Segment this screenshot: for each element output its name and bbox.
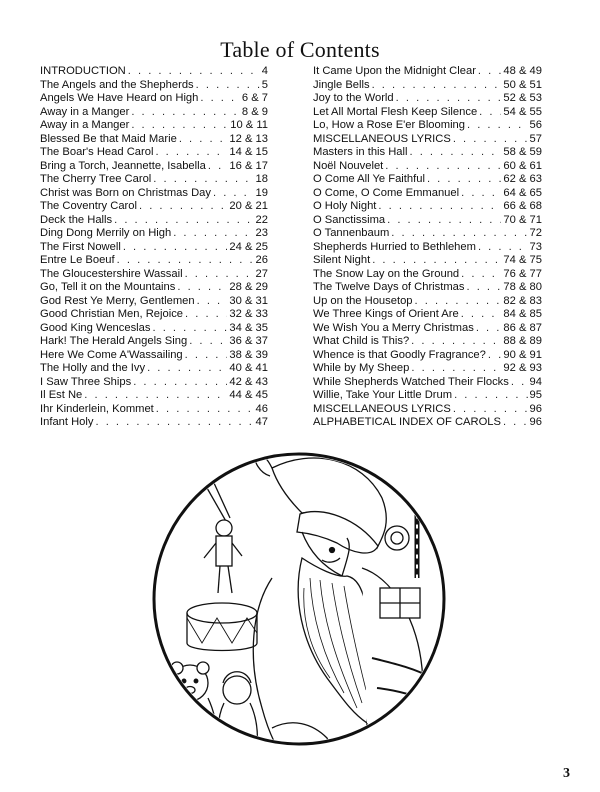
toc-entry-title: Willie, Take Your Little Drum (313, 389, 453, 401)
toc-entry-title: While by My Sheep (313, 362, 410, 374)
toc-leader-dots (128, 65, 260, 79)
toc-leader-dots (454, 389, 527, 403)
page-number: 3 (563, 766, 570, 781)
toc-leader-dots (208, 160, 228, 174)
toc-entry-page: 62 & 63 (503, 173, 542, 185)
toc-entry-page: 54 & 55 (503, 105, 542, 118)
toc-entry (313, 335, 542, 349)
toc-entry-title: It Came Upon the Midnight Clear (313, 65, 476, 77)
toc-entry-page: 96 (529, 416, 542, 428)
toc-leader-dots (461, 187, 501, 201)
toc-leader-dots (189, 335, 227, 349)
toc-entry (40, 362, 268, 376)
toc-entry-page: 60 & 61 (503, 159, 542, 172)
toc-entry (313, 241, 542, 255)
toc-entry-page: 73 (529, 240, 542, 253)
toc-entry-title: Go, Tell it on the Mountains (40, 281, 176, 293)
toc-column-left (40, 65, 268, 430)
toc-entry-title: O Sanctissima (313, 213, 386, 226)
toc-entry-page: 27 (255, 267, 268, 280)
toc-entry (313, 119, 542, 133)
toc-entry (40, 322, 268, 336)
toc-entry-page: 23 (255, 227, 268, 239)
toc-leader-dots (410, 146, 502, 160)
toc-entry-title: Good Christian Men, Rejoice (40, 308, 184, 320)
toc-entry-page: 64 & 65 (503, 186, 542, 199)
toc-entry-title: The Cherry Tree Carol (40, 173, 152, 185)
toc-entry-page: 57 (529, 132, 542, 145)
toc-entry-title: While Shepherds Watched Their Flocks (313, 375, 509, 388)
toc-entry (40, 227, 268, 241)
toc-entry-title: Away in a Manger (40, 105, 130, 118)
toc-entry-page: 76 & 77 (503, 267, 542, 280)
toc-entry (313, 281, 542, 295)
toc-entry-title: The Boar's Head Carol (40, 146, 154, 158)
toc-leader-dots (177, 281, 227, 295)
toc-entry-title: Up on the Housetop (313, 294, 413, 307)
toc-entry-title: We Three Kings of Orient Are (313, 308, 459, 320)
toc-entry-page: 16 & 17 (229, 159, 268, 172)
toc-entry-title: Lo, How a Rose E'er Blooming (313, 119, 465, 131)
toc-entry-title: Away in a Manger (40, 119, 130, 131)
toc-leader-dots (185, 308, 227, 322)
toc-entry-page: 86 & 87 (503, 321, 542, 334)
toc-entry-page: 34 & 35 (229, 321, 268, 334)
toc-entry-title: Hark! The Herald Angels Sing (40, 335, 188, 347)
toc-entry-title: O Come, O Come Emmanuel (313, 186, 460, 199)
toc-entry-title: The Twelve Days of Christmas (313, 281, 465, 293)
toc-leader-dots (478, 241, 528, 255)
toc-entry (40, 133, 268, 147)
toc-entry (313, 92, 542, 106)
toc-entry-page: 96 (529, 402, 542, 415)
toc-entry-title: The Gloucestershire Wassail (40, 267, 183, 280)
toc-entry-page: 36 & 37 (229, 335, 268, 347)
toc-entry (313, 133, 542, 147)
toc-leader-dots (153, 173, 253, 187)
toc-leader-dots (139, 200, 227, 214)
toc-entry (40, 254, 268, 268)
toc-leader-dots (117, 254, 254, 268)
toc-entry-page: 26 (255, 254, 268, 266)
toc-leader-dots (453, 133, 528, 147)
toc-entry-title: O Holy Night (313, 200, 377, 212)
toc-entry-title: What Child is This? (313, 335, 410, 347)
toc-entry-title: We Wish You a Merry Christmas (313, 321, 474, 334)
toc-entry-page: 10 & 11 (230, 119, 268, 131)
toc-entry-title: Noël Nouvelet (313, 159, 384, 172)
toc-entry-title: I Saw Three Ships (40, 375, 132, 388)
toc-entry-page: 32 & 33 (229, 308, 268, 320)
toc-leader-dots (385, 160, 501, 174)
toc-entry (313, 295, 542, 309)
toc-entry-page: 48 & 49 (503, 65, 542, 77)
toc-entry (40, 335, 268, 349)
toc-leader-dots (173, 227, 253, 241)
toc-leader-dots (372, 254, 501, 268)
toc-entry (313, 403, 542, 417)
toc-entry-title: The First Nowell (40, 240, 121, 253)
toc-entry (40, 241, 268, 255)
toc-entry-title: Entre Le Boeuf (40, 254, 115, 266)
toc-entry-page: 24 & 25 (229, 240, 268, 253)
toc-entry-title: O Come All Ye Faithful (313, 173, 425, 185)
toc-entry-page: 46 (255, 402, 268, 415)
toc-leader-dots (411, 335, 501, 349)
toc-entry (313, 160, 542, 174)
toc-leader-dots (147, 362, 227, 376)
toc-entry-title: Il Est Ne (40, 389, 83, 401)
toc-entry (313, 214, 542, 228)
toc-entry-page: 30 & 31 (229, 294, 268, 307)
toc-leader-dots (461, 308, 502, 322)
toc-entry-page: 5 (261, 78, 268, 91)
toc-entry (40, 281, 268, 295)
toc-entry (40, 173, 268, 187)
toc-entry-title: Ding Dong Merrily on High (40, 227, 172, 239)
toc-leader-dots (415, 295, 502, 309)
toc-leader-dots (411, 362, 501, 376)
toc-entry (313, 187, 542, 201)
toc-entry-title: ALPHABETICAL INDEX OF CAROLS (313, 416, 501, 428)
toc-entry-title: Jingle Bells (313, 78, 370, 91)
toc-entry-page: 84 & 85 (503, 308, 542, 320)
toc-leader-dots (185, 268, 254, 282)
toc-leader-dots (156, 403, 254, 417)
toc-leader-dots (372, 79, 502, 93)
toc-leader-dots (511, 376, 528, 390)
toc-entry-page: 56 (529, 119, 542, 131)
toc-entry-page: 28 & 29 (229, 281, 268, 293)
toc-entry-page: 14 & 15 (229, 146, 268, 158)
toc-entry (40, 376, 268, 390)
toc-entry-title: The Angels and the Shepherds (40, 78, 194, 91)
toc-entry-title: MISCELLANEOUS LYRICS (313, 132, 451, 145)
toc-entry-page: 47 (255, 416, 268, 428)
toc-entry-title: Angels We Have Heard on High (40, 92, 199, 104)
toc-entry (40, 389, 268, 403)
toc-entry-title: Bring a Torch, Jeannette, Isabella (40, 159, 206, 172)
toc-leader-dots (396, 92, 502, 106)
santa-claus-illustration-icon (152, 428, 447, 770)
toc-entry-title: Masters in this Hall (313, 146, 408, 158)
toc-leader-dots (185, 349, 228, 363)
toc-leader-dots (200, 92, 240, 106)
toc-entry (313, 79, 542, 93)
toc-entry-page: 38 & 39 (229, 348, 268, 361)
toc-entry-title: Whence is that Goodly Fragrance? (313, 348, 486, 361)
toc-entry (313, 173, 542, 187)
toc-leader-dots (131, 106, 240, 120)
toc-entry (313, 308, 542, 322)
toc-entry (40, 106, 268, 120)
page-title: Table of Contents (220, 36, 380, 62)
toc-entry-title: Joy to the World (313, 92, 394, 104)
toc-entry-title: Shepherds Hurried to Bethlehem (313, 240, 476, 253)
toc-entry-page: 44 & 45 (229, 389, 268, 401)
toc-leader-dots (197, 295, 228, 309)
toc-entry-title: MISCELLANEOUS LYRICS (313, 402, 451, 415)
toc-entry-page: 95 (529, 389, 542, 401)
toc-entry-title: Infant Holy (40, 416, 94, 428)
toc-entry-page: 20 & 21 (229, 200, 268, 212)
toc-entry-page: 58 & 59 (503, 146, 542, 158)
toc-entry-title: Ihr Kinderlein, Kommet (40, 402, 154, 415)
toc-entry-page: 90 & 91 (503, 348, 542, 361)
toc-entry-title: Christ was Born on Christmas Day (40, 186, 211, 199)
toc-entry (40, 200, 268, 214)
toc-entry-title: The Holly and the Ivy (40, 362, 146, 374)
toc-entry-title: The Snow Lay on the Ground (313, 267, 460, 280)
toc-entry-page: 78 & 80 (503, 281, 542, 293)
toc-leader-dots (179, 133, 228, 147)
toc-leader-dots (123, 241, 228, 255)
toc-entry (40, 92, 268, 106)
toc-entry-page: 22 (255, 213, 268, 226)
toc-entry-page: 4 (261, 65, 268, 77)
toc-entry (313, 146, 542, 160)
toc-entry-page: 88 & 89 (503, 335, 542, 347)
toc-entry (40, 268, 268, 282)
toc-leader-dots (391, 227, 527, 241)
toc-entry-page: 66 & 68 (503, 200, 542, 212)
toc-leader-dots (213, 187, 254, 201)
toc-leader-dots (427, 173, 501, 187)
toc-leader-dots (387, 214, 501, 228)
toc-column-right (313, 65, 542, 430)
toc-leader-dots (114, 214, 253, 228)
toc-entry-page: 82 & 83 (503, 294, 542, 307)
toc-entry (313, 322, 542, 336)
toc-entry-page: 42 & 43 (229, 375, 268, 388)
toc-entry-page: 18 (255, 173, 268, 185)
toc-entry (313, 227, 542, 241)
toc-leader-dots (131, 119, 228, 133)
toc-leader-dots (467, 119, 528, 133)
toc-leader-dots (453, 403, 528, 417)
toc-entry-page: 92 & 93 (503, 362, 542, 374)
toc-entry-title: Here We Come A'Wassailing (40, 348, 183, 361)
toc-entry (40, 187, 268, 201)
toc-entry (313, 349, 542, 363)
toc-entry-title: Let All Mortal Flesh Keep Silence (313, 105, 478, 118)
toc-entry (313, 254, 542, 268)
toc-entry-page: 52 & 53 (503, 92, 542, 104)
toc-entry (313, 268, 542, 282)
toc-entry (313, 362, 542, 376)
toc-entry-title: INTRODUCTION (40, 65, 126, 77)
toc-entry-page: 70 & 71 (503, 213, 542, 226)
toc-entry-page: 50 & 51 (503, 78, 542, 91)
toc-entry (40, 349, 268, 363)
toc-entry-page: 74 & 75 (503, 254, 542, 266)
toc-leader-dots (196, 79, 260, 93)
toc-leader-dots (133, 376, 227, 390)
toc-entry (40, 65, 268, 79)
toc-entry (40, 146, 268, 160)
toc-leader-dots (476, 322, 502, 336)
toc-entry-title: Good King Wenceslas (40, 321, 151, 334)
toc-leader-dots (378, 200, 501, 214)
toc-entry (40, 403, 268, 417)
toc-entry (313, 106, 542, 120)
toc-entry-title: Deck the Halls (40, 213, 113, 226)
toc-leader-dots (479, 106, 501, 120)
toc-entry-title: Silent Night (313, 254, 371, 266)
toc-leader-dots (467, 281, 502, 295)
toc-entry-title: Blessed Be that Maid Marie (40, 132, 177, 145)
toc-entry (313, 65, 542, 79)
toc-entry-title: O Tannenbaum (313, 227, 390, 239)
toc-leader-dots (153, 322, 228, 336)
toc-entry-page: 94 (529, 375, 542, 388)
toc-leader-dots (155, 146, 227, 160)
toc-entry (40, 160, 268, 174)
toc-leader-dots (461, 268, 501, 282)
toc-entry (40, 308, 268, 322)
toc-entry (40, 295, 268, 309)
toc-leader-dots (84, 389, 227, 403)
toc-entry (40, 119, 268, 133)
toc-leader-dots (503, 416, 528, 430)
toc-entry-page: 72 (529, 227, 542, 239)
toc-entry (313, 389, 542, 403)
toc-entry-page: 19 (255, 186, 268, 199)
toc-entry-page: 8 & 9 (241, 105, 268, 118)
toc-entry-page: 6 & 7 (241, 92, 268, 104)
toc-leader-dots (478, 65, 502, 79)
toc-entry-title: The Coventry Carol (40, 200, 137, 212)
toc-entry-title: God Rest Ye Merry, Gentlemen (40, 294, 195, 307)
toc-entry (40, 79, 268, 93)
toc-entry-page: 40 & 41 (229, 362, 268, 374)
toc-entry (313, 200, 542, 214)
toc-entry (313, 376, 542, 390)
toc-entry-page: 12 & 13 (229, 132, 268, 145)
toc-leader-dots (488, 349, 502, 363)
toc-entry (40, 214, 268, 228)
